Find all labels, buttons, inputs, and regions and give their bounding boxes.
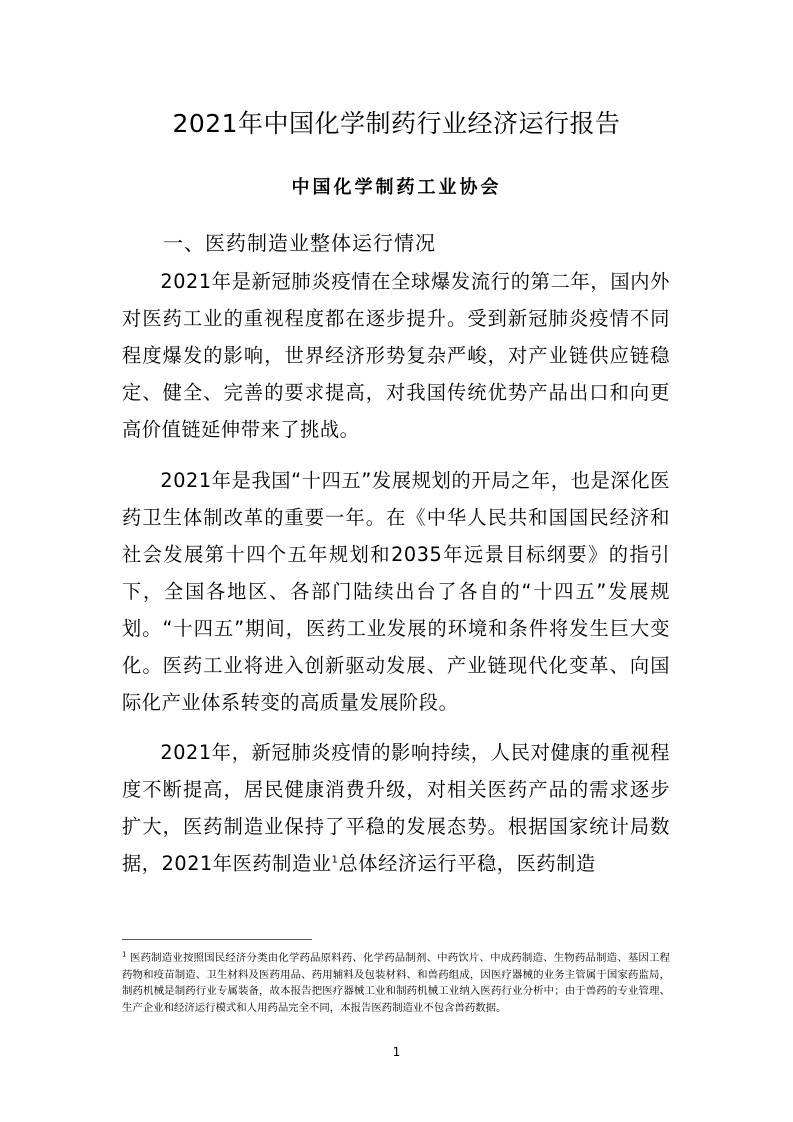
footnote (122, 950, 670, 1016)
footnote-text: 医药制造业按照国民经济分类由化学药品原料药、化学药品制剂、中药饮片、中成药制造、生物药品制造、基因工程药物和疫苗制造、卫生材料及医药用品、药用辅料及包装材料、和兽药组成，因医疗器械的业务主管属于国家药监局，制药机械是制药行业专属装备，故本报告把医疗器械工业和制药机械工业纳入医药行业分析中；由于兽药的专业管理、生产企业和经济运行模式和人用药品完全不同，本报告医药制造业不包含兽药数据。 (122, 952, 670, 1014)
document-title: 2021年中国化学制药行业经济运行报告 (172, 109, 621, 138)
body-paragraph-1: 2021年是新冠肺炎疫情在全球爆发流行的第二年，国内外对医药工业的重视程度都在逐步提升。受到新冠肺炎疫情不同程度爆发的影响，世界经济形势复杂严峻，对产业链供应链稳定、健全、完善的要求提高，对我国传统优势产品出口和向更高价值链延伸带来了挑战。 (122, 270, 670, 441)
section-heading: 一、医药制造业整体运行情况 (163, 231, 436, 255)
footnote-marker: 1 (122, 950, 127, 959)
footnote-divider (122, 939, 312, 940)
body-paragraph-2: 2021年是我国“十四五”发展规划的开局之年，也是深化医药卫生体制改革的重要一年。在《中华人民共和国国民经济和社会发展第十四个五年规划和2035年远景目标纲要》的指引下，全国各地区、各部门陆续出台了各自的“十四五”发展规划。“十四五”期间，医药工业发展的环境和条件将发生巨大变化。医药工业将进入创新驱动发展、产业链现代化变革、向国际化产业体系转变的高质量发展阶段。 (122, 469, 670, 714)
page-number: 1 (392, 1045, 401, 1059)
document-author: 中国化学制药工业协会 (291, 177, 502, 198)
paragraph-3-text-before-note: 2021年，新冠肺炎疫情的影响持续，人民对健康的重视程度不断提高，居民健康消费升级，对相关医药产品的需求逐步扩大，医药制造业保持了平稳的发展态势。根据国家统计局数据，2021年医药制造业 (122, 741, 670, 875)
footnote-reference[interactable]: 1 (331, 854, 339, 866)
body-paragraph-3 (122, 734, 670, 882)
paragraph-3-text-after-note: 总体经济运行平稳，医药制造 (338, 852, 596, 875)
